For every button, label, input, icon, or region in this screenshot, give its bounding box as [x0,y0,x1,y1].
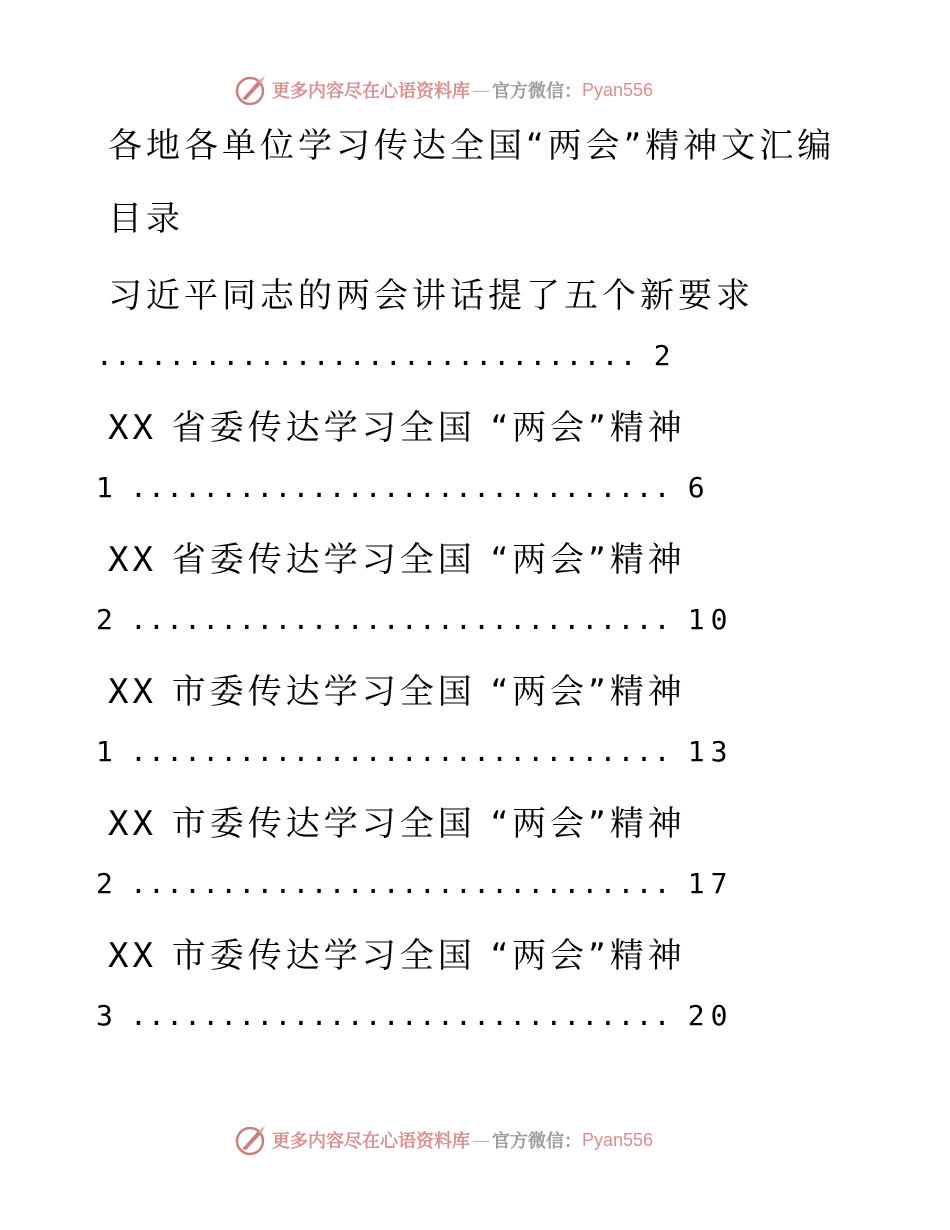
toc-entry-prefix: XX [108,804,157,844]
toc-page-number: 2 [653,339,677,372]
toc-entry-leader-row [96,600,733,640]
toc-entry-title-text: 市委传达学习全国 “两会”精神 [171,672,686,712]
toc-entry-title-text: 省委传达学习全国 “两会”精神 [171,540,686,580]
toc-entry-prefix: XX [108,540,157,580]
toc-entry-leader-row [96,864,733,904]
watermark-separator: — [472,79,490,101]
watermark-brand: 更多内容尽在心语资料库 [272,81,470,102]
toc-page-number: 13 [687,735,734,768]
toc-entry-title[interactable] [108,408,686,448]
toc-entry-title[interactable] [108,276,754,316]
toc-entry-title-text: 省委传达学习全国 “两会”精神 [171,408,686,448]
toc-entry-title-text: 习近平同志的两会讲话提了五个新要求 [108,276,754,316]
toc-entry-number: 2 [96,603,113,636]
feather-pen-logo-icon [234,73,268,107]
toc-heading: 目录 [108,199,184,239]
footer-watermark [234,1122,653,1158]
watermark-wechat-label: 官方微信： [492,81,582,102]
toc-entry-leader-row [96,336,677,376]
header-watermark [234,72,653,108]
watermark-wechat-id: Pyan556 [582,79,654,100]
toc-page-number: 10 [687,603,734,636]
dot-leader: .............................. [130,999,672,1032]
toc-entry-prefix: XX [108,672,157,712]
toc-entry-leader-row [96,732,733,772]
toc-entry-title[interactable] [108,540,686,580]
dot-leader: .............................. [130,603,672,636]
watermark-wechat-label: 官方微信： [492,1131,582,1152]
watermark-wechat-id: Pyan556 [582,1129,654,1150]
feather-pen-logo-icon [234,1123,268,1157]
toc-entry-title-text: 市委传达学习全国 “两会”精神 [171,936,686,976]
dot-leader: .............................. [96,339,638,372]
toc-entry-leader-row [96,996,733,1036]
toc-page-number: 6 [687,471,711,504]
toc-page-number: 20 [687,999,734,1032]
toc-entry-prefix: XX [108,936,157,976]
dot-leader: .............................. [130,867,672,900]
dot-leader: .............................. [130,735,672,768]
toc-entry-title[interactable] [108,936,686,976]
toc-entry-leader-row [96,468,711,508]
toc-entry-number: 1 [96,735,113,768]
toc-entry-prefix: XX [108,408,157,448]
document-title: 各地各单位学习传达全国“两会”精神文汇编 [108,126,836,166]
toc-entry-number: 3 [96,999,113,1032]
watermark-brand: 更多内容尽在心语资料库 [272,1131,470,1152]
toc-page-number: 17 [687,867,734,900]
dot-leader: .............................. [130,471,672,504]
toc-entry-number: 1 [96,471,113,504]
toc-entry-title-text: 市委传达学习全国 “两会”精神 [171,804,686,844]
toc-entry-title[interactable] [108,804,686,844]
toc-entry-number: 2 [96,867,113,900]
watermark-separator: — [472,1129,490,1151]
toc-entry-title[interactable] [108,672,686,712]
